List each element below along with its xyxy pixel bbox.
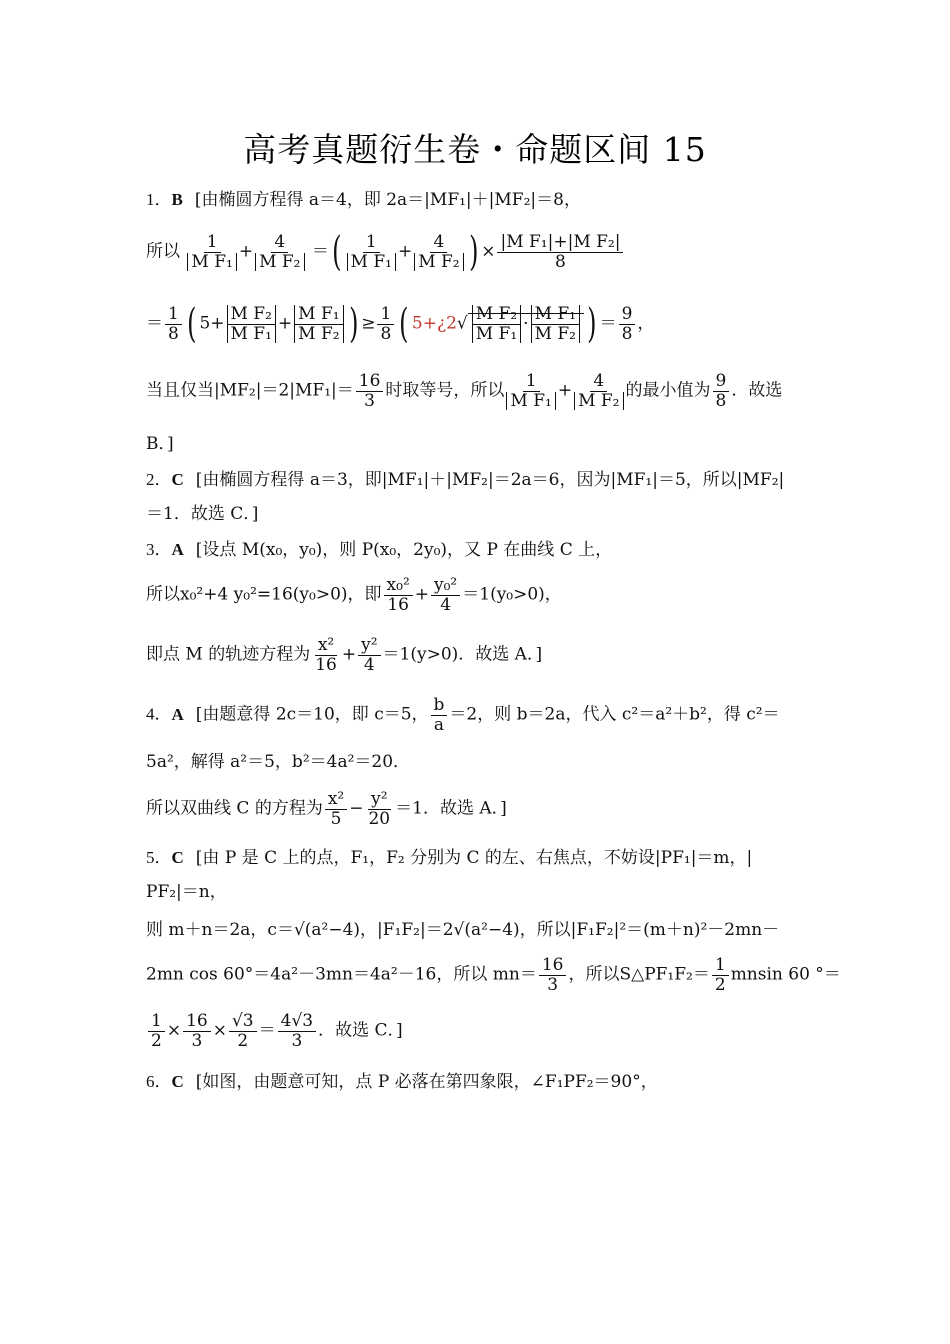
- fraction: $\frac{1}{2}$: [712, 956, 729, 994]
- fraction: $\frac{4}{\text{M F₂}}$: [414, 233, 463, 271]
- fraction: $\frac{9}{8}$: [713, 372, 730, 410]
- fraction: $\frac{√3}{2}$: [229, 1012, 257, 1050]
- q1-line-1: [146, 190, 581, 210]
- q3-line-1: 3．A [设点 M(x₀，y₀)，则 P(x₀，2y₀)，又 P 在曲线 C 上，: [146, 540, 613, 560]
- q4-line-3: 所以双曲线 C 的方程为 $\frac{\text{x²}}{5}$ − $\frac{\text{y²}}{20}$ ＝1．故选 A．]: [146, 789, 507, 829]
- q2-line-1: 2．C [由椭圆方程得 a＝3，即|MF₁|＋|MF₂|＝2a＝6，因为|MF₁|＝5，所以|MF₂|: [146, 470, 785, 490]
- q5-line-1: 5．C [由 P 是 C 上的点，F₁，F₂ 分别为 C 的左、右焦点，不妨设|PF₁|＝m，|: [146, 848, 753, 868]
- q4-line-2: 5a²，解得 a²＝5，b²＝4a²＝20．: [146, 752, 411, 772]
- q5-line-2: PF₂|＝n，: [146, 882, 227, 902]
- fraction: $\frac{9}{8}$: [619, 305, 636, 343]
- q1-text: [由椭圆方程得 a＝4，即 2a＝|MF₁|＋|MF₂|＝8，: [194, 190, 581, 210]
- q3-answer: A: [171, 540, 184, 559]
- q3-line-3: 即点 M 的轨迹方程为 $\frac{\text{x²}}{16}$ + $\frac{\text{y²}}{4}$ ＝1(y>0)．故选 A．]: [146, 635, 543, 675]
- fraction: $\frac{\text{|M F₁|+|M F₂|}}{8}$: [497, 233, 623, 271]
- fraction: $\frac{4√3}{3}$: [278, 1012, 316, 1050]
- fraction: $\frac{1}{8}$: [377, 305, 394, 343]
- fraction: $\frac{1}{2}$: [148, 1012, 165, 1050]
- fraction: $\frac{\text{y²}}{4}$: [358, 636, 380, 674]
- q1-number: 1．: [146, 190, 172, 209]
- fraction: $\frac{16}{3}$: [539, 956, 567, 994]
- fraction: $\frac{16}{3}$: [183, 1012, 211, 1050]
- q4-line-1: 4．A [由题意得 2c＝10，即 c＝5， $\frac{b}{a}$ ＝2，则 b＝2a，代入 c²＝a²＋b²，得 c²＝: [146, 695, 780, 735]
- fraction: $\frac{4}{\text{M F₂}}$: [255, 233, 304, 271]
- q2-answer: C: [171, 470, 184, 489]
- fraction: $\frac{4}{\text{M F₂}}$: [574, 372, 623, 410]
- q3-number: 3．: [146, 540, 172, 559]
- fraction: $\frac{\text{y²}}{20}$: [368, 789, 391, 829]
- q1-line-2: 所以 $\frac{1}{\text{M F₁}}$ + $\frac{4}{\text{M F₂}}$ ＝( $\frac{1}{\text{M F₁}}$ + $\frac{4}{\text{M F₂}}$ ) × $\frac{\text{|M F₁|+|M F₂|}}{8}$: [146, 228, 625, 276]
- fraction: $\frac{\text{M F₂}}{\text{M F₁}}$: [227, 305, 276, 343]
- q5-number: 5．: [146, 848, 172, 867]
- fraction: $\frac{b}{a}$: [431, 696, 448, 734]
- fraction: $\frac{\text{x²}}{16}$: [315, 635, 337, 675]
- q4-number: 4．: [146, 704, 172, 724]
- q6-answer: C: [171, 1072, 184, 1091]
- q2-line-2: ＝1．故选 C．]: [146, 504, 259, 524]
- q5-answer: C: [171, 848, 184, 867]
- fraction: $\frac{16}{3}$: [356, 372, 384, 410]
- q2-number: 2．: [146, 470, 172, 489]
- q1-so-label: 所以: [146, 241, 180, 262]
- q1-answer: B: [171, 190, 183, 209]
- q4-answer: A: [171, 704, 184, 724]
- q6-number: 6．: [146, 1072, 172, 1091]
- q1-line-3: ＝ $\frac{1}{8}$ ( 5+ $\frac{\text{M F₂}}{\text{M F₁}}$ + $\frac{\text{M F₁}}{\text{M F₂}}$ ) ≥ $\frac{1}{8}$ ( 5+¿2√ $\frac{\text{M F₂}}{\text{M F₁}}$ · $\frac{\text{M F₁}}{\text{M F₂}}$ ) ＝ $\frac{9}{8}$ ，: [146, 301, 655, 347]
- fraction: $\frac{\text{y₀²}}{4}$: [431, 576, 460, 614]
- fraction: $\frac{1}{8}$: [165, 305, 182, 343]
- fraction: $\frac{\text{M F₂}}{\text{M F₁}}$: [472, 305, 521, 343]
- q1-line-4: 当且仅当|MF₂|＝2|MF₁|＝ $\frac{16}{3}$ 时取等号，所以 $\frac{1}{\text{M F₁}}$ + $\frac{4}{\text{M F₂}}$ 的最小值为 $\frac{9}{8}$ ．故选: [146, 371, 783, 411]
- fraction: $\frac{1}{\text{M F₁}}$: [506, 372, 555, 410]
- fraction: $\frac{1}{\text{M F₁}}$: [187, 233, 236, 271]
- fraction: $\frac{\text{M F₁}}{\text{M F₂}}$: [531, 305, 580, 343]
- fraction: $\frac{1}{\text{M F₁}}$: [347, 233, 396, 271]
- fraction: $\frac{\text{x²}}{5}$: [325, 790, 347, 828]
- q3-line-2: 所以x₀²+4 y₀²=16(y₀>0)，即 $\frac{\text{x₀²}}{16}$ + $\frac{\text{y₀²}}{4}$ ＝1(y₀>0)，: [146, 575, 562, 615]
- page-title: 高考真题衍生卷・命题区间 15: [243, 130, 707, 169]
- q5-line-4: 2mn cos 60°＝4a²－3mn＝4a²－16，所以 mn＝ $\frac{16}{3}$ ，所以S△PF₁F₂＝ $\frac{1}{2}$ mnsin 60 °＝: [146, 955, 841, 995]
- q5-line-5: $\frac{1}{2}$ × $\frac{16}{3}$ × $\frac{√3}{2}$ ＝ $\frac{4√3}{3}$ ．故选 C．]: [146, 1012, 403, 1050]
- fraction: $\frac{\text{M F₁}}{\text{M F₂}}$: [294, 305, 343, 343]
- q6-line-1: 6．C [如图，由题意可知，点 P 必落在第四象限，∠F₁PF₂＝90°，: [146, 1072, 658, 1092]
- q5-line-3: 则 m＋n＝2a，c＝√(a²−4)，|F₁F₂|＝2√(a²−4)，所以|F₁F₂|²＝(m＋n)²－2mn－: [146, 920, 780, 940]
- q1-line-5: B．]: [146, 434, 174, 454]
- fraction: $\frac{\text{x₀²}}{16}$: [384, 576, 413, 614]
